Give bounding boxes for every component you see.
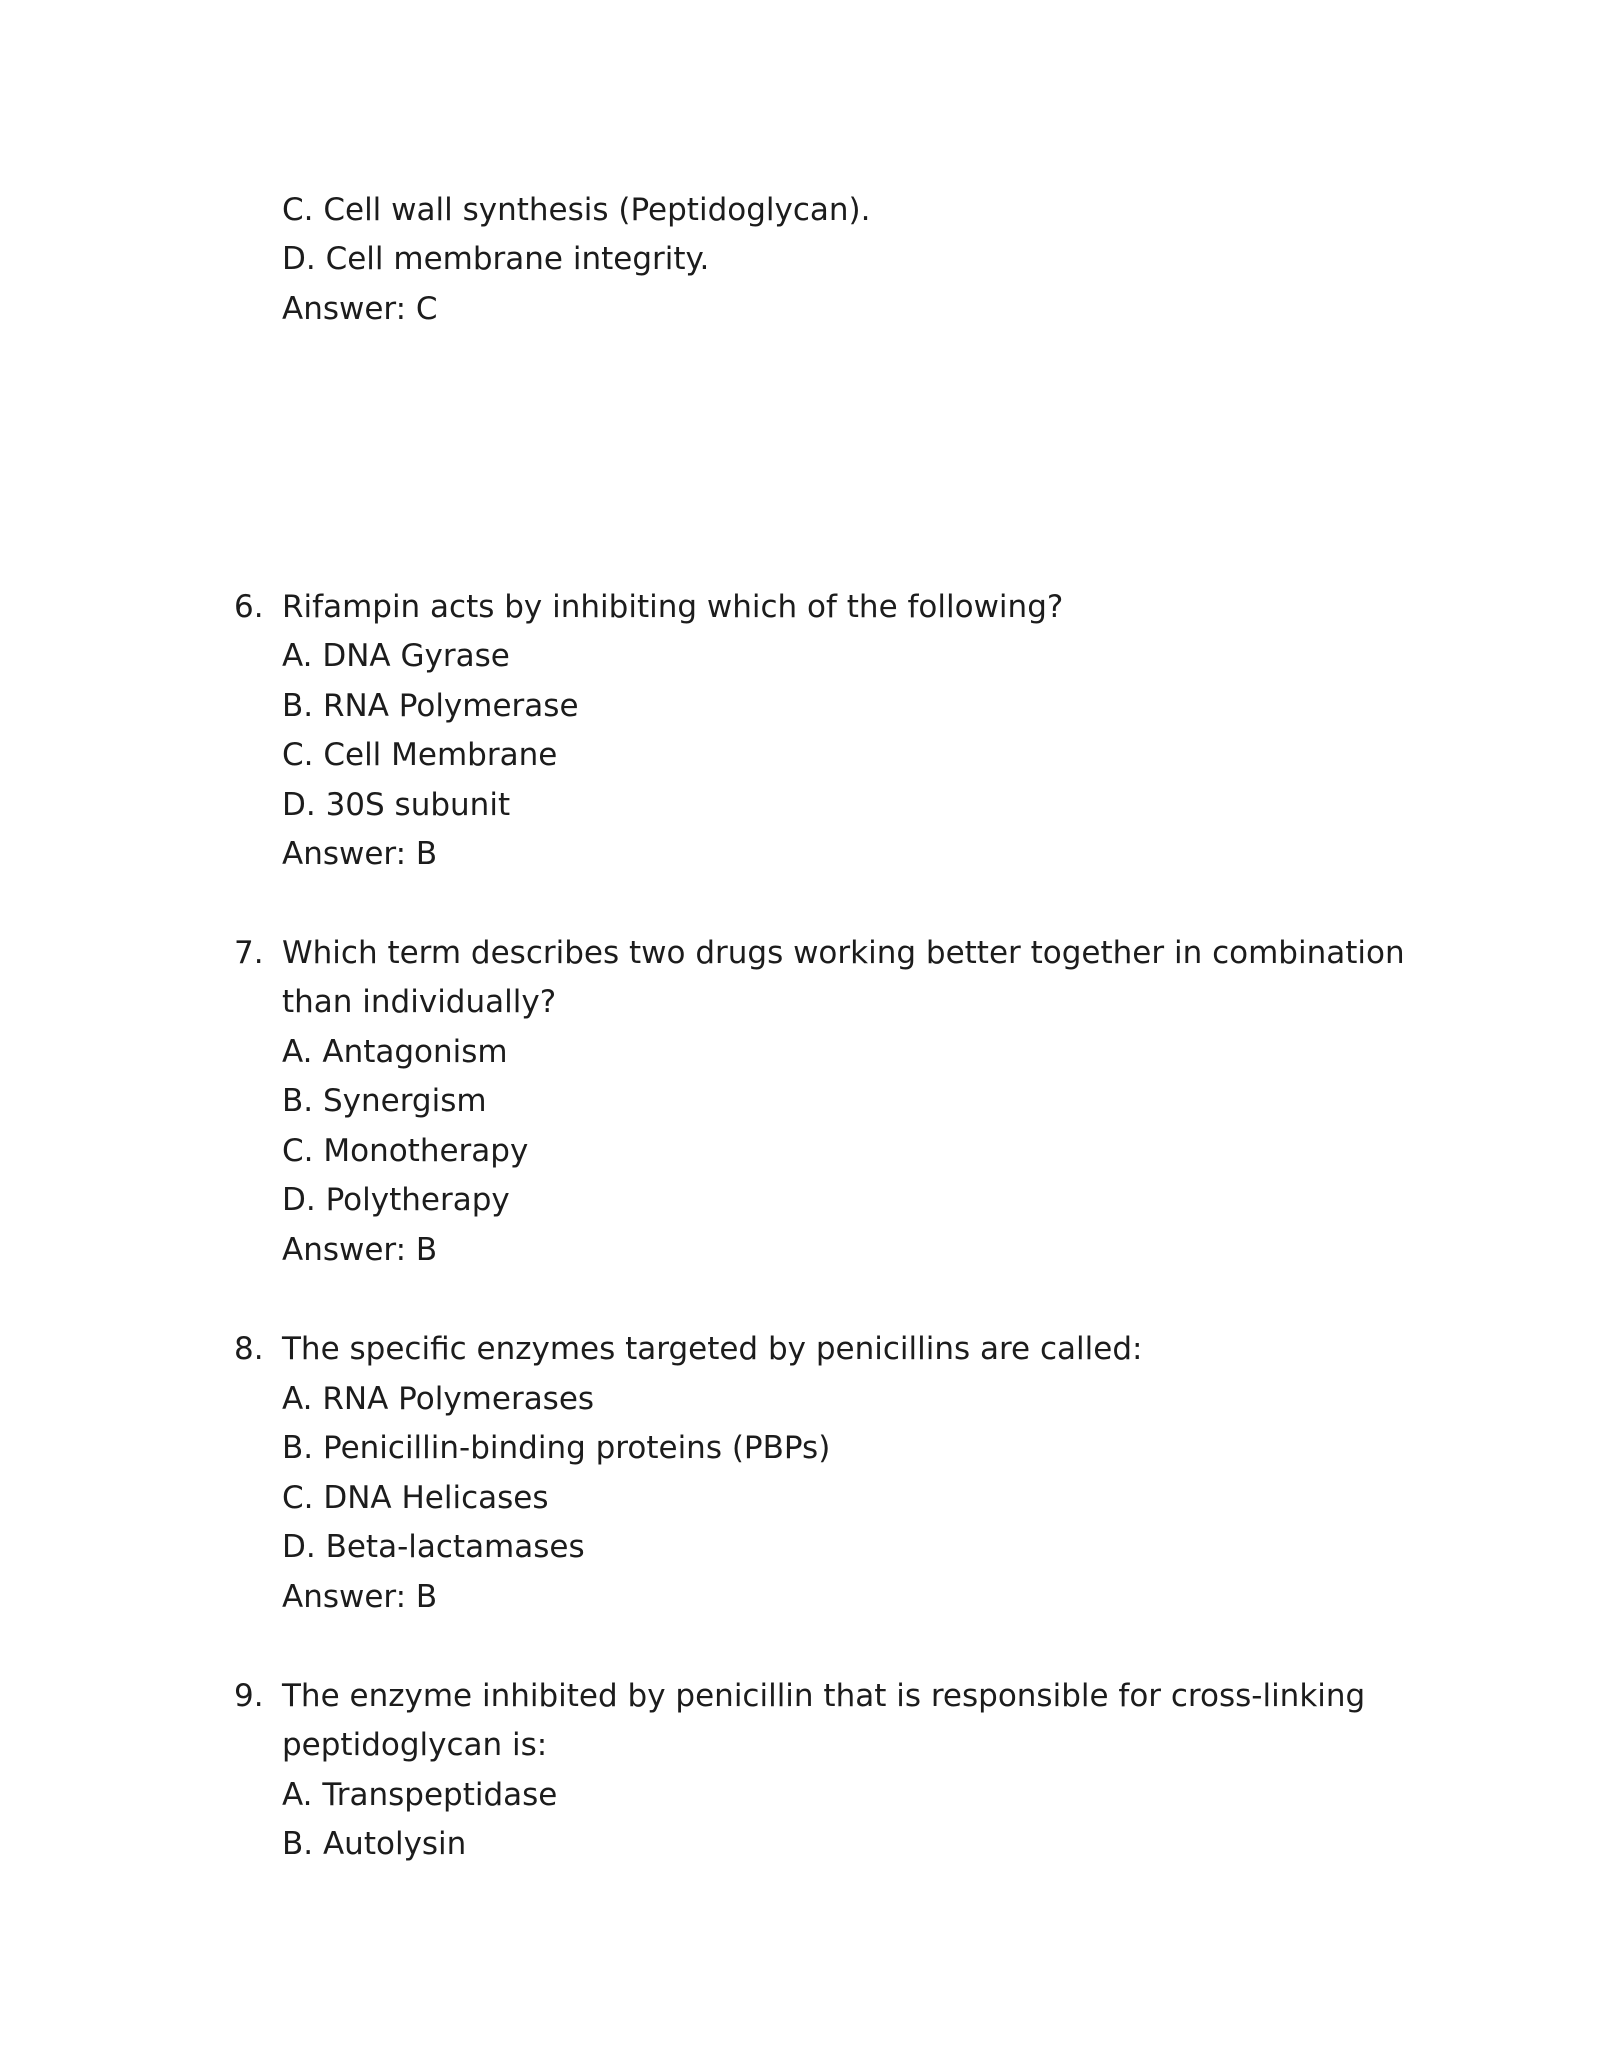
option-q5-c: C. Cell wall synthesis (Peptidoglycan). (282, 192, 871, 228)
option-q7-b: B. Synergism (282, 1083, 487, 1119)
option-q5-d: D. Cell membrane integrity. (282, 241, 710, 277)
option-q6-c: C. Cell Membrane (282, 737, 558, 773)
question-9-number: 9. (234, 1678, 264, 1714)
question-7-text-line-2: than individually? (282, 984, 557, 1020)
question-9-text-line-2: peptidoglycan is: (282, 1727, 548, 1763)
question-7-number: 7. (234, 935, 264, 971)
question-7-text-line-1: Which term describes two drugs working better together in combination (282, 935, 1405, 971)
question-8-text: The specific enzymes targeted by penicillins are called: (282, 1331, 1143, 1367)
option-q6-d: D. 30S subunit (282, 787, 511, 823)
answer-q7: Answer: B (282, 1232, 438, 1268)
option-q6-a: A. DNA Gyrase (282, 638, 510, 674)
option-q8-d: D. Beta-lactamases (282, 1529, 585, 1565)
option-q9-b: B. Autolysin (282, 1826, 467, 1862)
option-q9-a: A. Transpeptidase (282, 1777, 558, 1813)
question-9-text-line-1: The enzyme inhibited by penicillin that is responsible for cross-linking (282, 1678, 1366, 1714)
option-q8-a: A. RNA Polymerases (282, 1381, 595, 1417)
question-6-number: 6. (234, 589, 264, 625)
answer-q6: Answer: B (282, 836, 438, 872)
option-q7-c: C. Monotherapy (282, 1133, 529, 1169)
question-6-text: Rifampin acts by inhibiting which of the following? (282, 589, 1064, 625)
option-q7-a: A. Antagonism (282, 1034, 508, 1070)
question-8-number: 8. (234, 1331, 264, 1367)
answer-q8: Answer: B (282, 1579, 438, 1615)
option-q8-c: C. DNA Helicases (282, 1480, 549, 1516)
answer-q5: Answer: C (282, 291, 438, 327)
option-q6-b: B. RNA Polymerase (282, 688, 579, 724)
option-q8-b: B. Penicillin-binding proteins (PBPs) (282, 1430, 831, 1466)
option-q7-d: D. Polytherapy (282, 1182, 510, 1218)
